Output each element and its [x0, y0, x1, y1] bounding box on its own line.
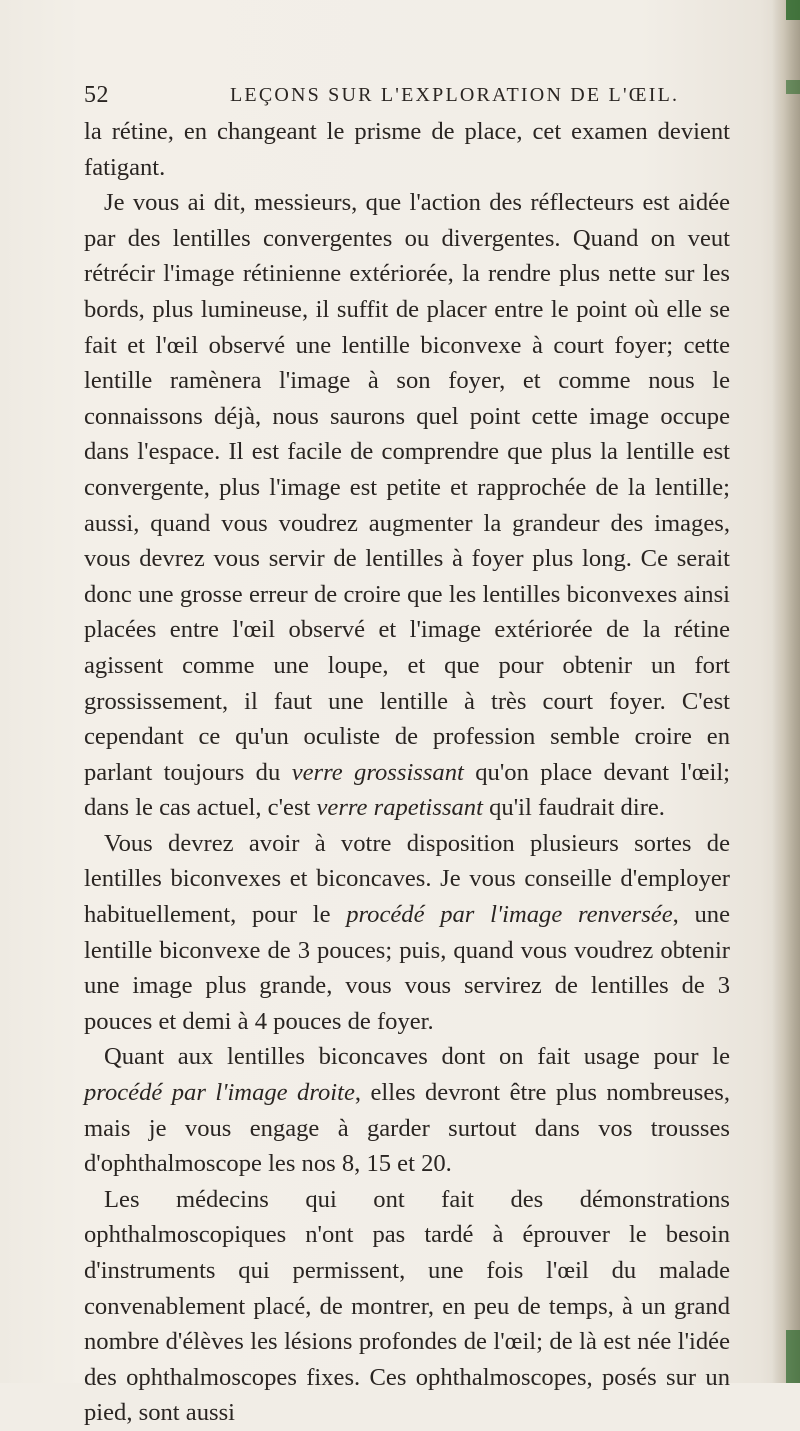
paragraph: [84, 826, 730, 1040]
text-segment: , elles devront être plus nombreuses, mais je vous engage à garder surtout dans vos trousses d'ophthalmoscope les nos 8, 15 et 20.: [84, 1079, 730, 1178]
italic-segment: verre rapetissant: [316, 794, 483, 822]
edge-color-mark: [786, 1330, 800, 1383]
page-edge-shadow: [772, 0, 800, 1383]
italic-segment: verre grossissant: [291, 758, 464, 786]
text-segment: , une lentille biconvexe de 3 pouces; puis, quand vous voudrez obtenir une image plus grande, vous vous servirez de lentilles de 3 pouces et demi à 4 pouces de foyer.: [84, 901, 730, 1035]
paragraph: [84, 114, 730, 185]
paragraph: [84, 185, 730, 826]
text-segment: Les médecins qui ont fait des démonstrations ophthalmoscopiques n'ont pas tardé à éprouver le besoin d'instruments qui permissent, une fois l'œil du malade convenablement placé, de montrer, en peu de temps, à un grand nombre d'élèves les lésions profondes de l'œil; de là est née l'idée des ophthalmoscopes fixes. Ces ophthalmoscopes, posés sur un pied, sont aussi: [84, 1185, 730, 1427]
text-segment: Vous devrez avoir à votre disposition plusieurs sortes de lentilles biconvexes et biconcaves. Je vous conseille d'employer habituellement, pour le: [84, 829, 730, 929]
paragraph: [84, 1182, 730, 1431]
page-number: 52: [84, 82, 109, 108]
text-segment: qu'on place devant l'œil; dans le cas actuel, c'est: [84, 758, 731, 822]
text-segment: Quant aux lentilles biconcaves dont on fait usage pour le: [104, 1043, 730, 1071]
edge-color-mark: [786, 80, 800, 94]
edge-color-mark: [786, 0, 800, 20]
page-header: [84, 82, 729, 112]
body-text: [84, 114, 730, 1431]
text-segment: Je vous ai dit, messieurs, que l'action des réflecteurs est aidée par des lentilles convergentes ou divergentes. Quand on veut rétrécir l'image rétinienne extériorée, la rendre plus nette sur les bords, plus lumineuse, il suffit de placer entre le point où elle se fait et l'œil observé une lentille biconvexe à court foyer; cette lentille ramènera l'image à son foyer, et comme nous le connaissons déjà, nous saurons quel point cette image occupe dans l'espace. Il est facile de comprendre que plus la lentille est convergente, plus l'image est petite et rapprochée de la lentille; aussi, quand vous voudrez augmenter la grandeur des images, vous devrez vous servir de lentilles à foyer plus long. Ce serait donc une grosse erreur de croire que les lentilles biconvexes ainsi placées entre l'œil observé et l'image extériorée de la rétine agissent comme une loupe, et que pour obtenir un fort grossissement, il faut une lentille à très court foyer. C'est cependant ce qu'un oculiste de profession semble croire en parlant toujours du: [84, 189, 730, 786]
italic-segment: procédé par l'image droite: [84, 1079, 355, 1107]
paragraph: [84, 1039, 730, 1181]
text-segment: la rétine, en changeant le prisme de place, cet examen devient fatigant.: [84, 118, 730, 181]
text-segment: qu'il faudrait dire.: [482, 794, 665, 822]
running-head: LEÇONS SUR L'EXPLORATION DE L'ŒIL.: [230, 84, 680, 106]
italic-segment: procédé par l'image renversée: [346, 901, 673, 929]
